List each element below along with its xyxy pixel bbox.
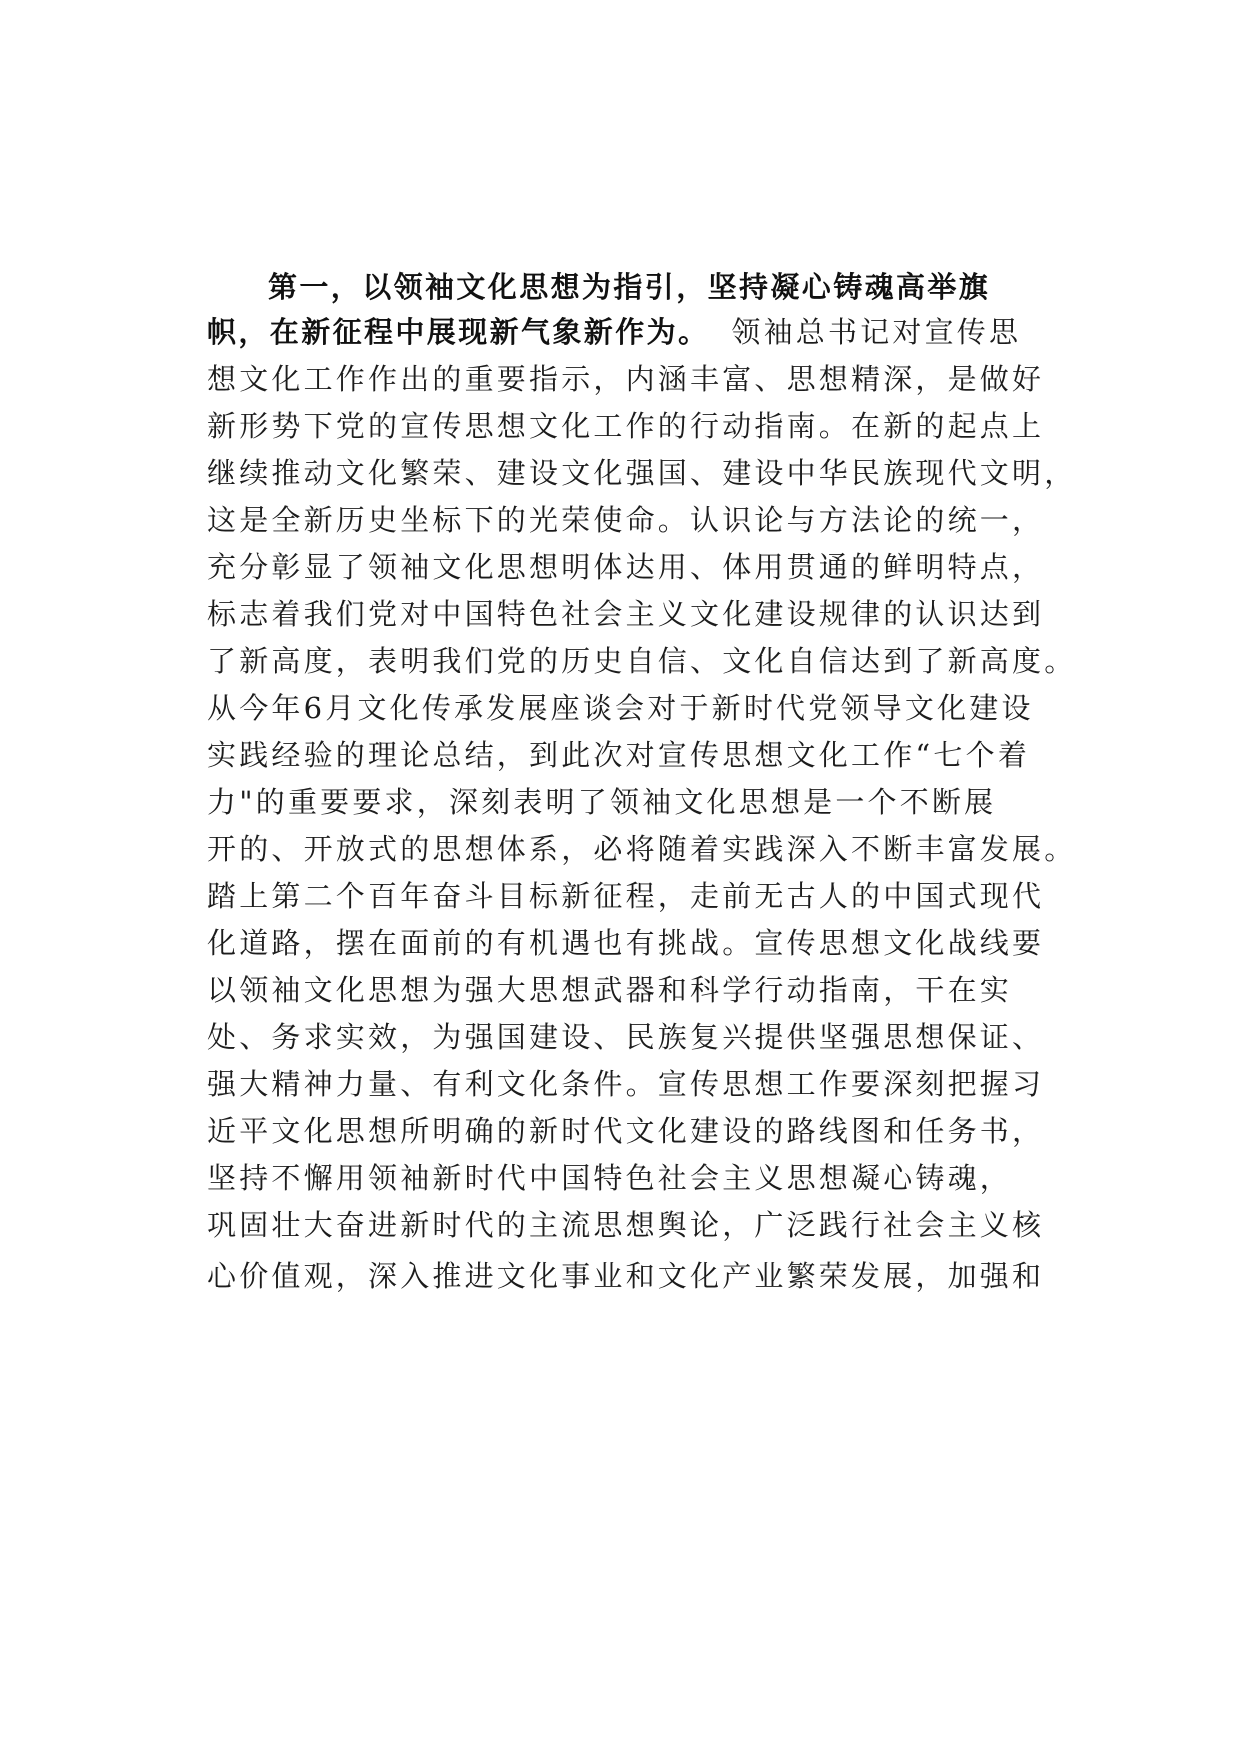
text-line (207, 876, 1044, 916)
bold-heading-text: 帜，在新征程中展现新气象新作为。 (207, 315, 710, 349)
text-line (207, 641, 1076, 681)
body-text: 实践经验的理论总结，到此次对宣传思想文化工作“七个着 (207, 738, 1031, 772)
text-line (207, 1064, 1044, 1104)
body-text: 近平文化思想所明确的新时代文化建设的路线图和任务书， (207, 1114, 1045, 1148)
text-line (207, 782, 996, 822)
body-text: 强大精神力量、有利文化条件。宣传思想工作要深刻把握习 (207, 1067, 1045, 1101)
text-line (207, 923, 1044, 963)
body-text: 从今年6月文化传承发展座谈会对于新时代党领导文化建设 (207, 691, 1034, 725)
text-line (268, 267, 990, 307)
body-text: 力"的重要要求，深刻表明了领袖文化思想是一个不断展 (207, 785, 997, 819)
body-text: 坚持不懈用领袖新时代中国特色社会主义思想凝心铸魂， (207, 1161, 1013, 1195)
text-line (207, 594, 1044, 634)
body-text: 新形势下党的宣传思想文化工作的行动指南。在新的起点上 (207, 409, 1045, 443)
text-line (207, 500, 1044, 540)
body-text: 化道路，摆在面前的有机遇也有挑战。宣传思想文化战线要 (207, 926, 1045, 960)
bold-heading-text: 第一，以领袖文化思想为指引，坚持凝心铸魂高举旗 (268, 270, 991, 304)
body-text: 以领袖文化思想为强大思想武器和科学行动指南，干在实 (207, 973, 1013, 1007)
body-text: 巩固壮大奋进新时代的主流思想舆论，广泛践行社会主义核 (207, 1208, 1045, 1242)
body-text: 开的、开放式的思想体系，必将随着实践深入不断丰富发展。 (207, 832, 1077, 866)
body-text: 踏上第二个百年奋斗目标新征程，走前无古人的中国式现代 (207, 879, 1045, 913)
text-line (207, 688, 1034, 728)
body-text: 了新高度，表明我们党的历史自信、文化自信达到了新高度。 (207, 644, 1077, 678)
text-line (207, 1111, 1044, 1151)
text-line (207, 1205, 1044, 1245)
text-line (207, 312, 1021, 352)
body-text: 充分彰显了领袖文化思想明体达用、体用贯通的鲜明特点， (207, 550, 1045, 584)
body-text: 标志着我们党对中国特色社会主义文化建设规律的认识达到 (207, 597, 1045, 631)
body-text: 领袖总书记对宣传思 (731, 315, 1022, 349)
text-line (207, 735, 1030, 775)
text-line (207, 970, 1012, 1010)
text-line (207, 829, 1076, 869)
text-line (207, 406, 1044, 446)
text-line (207, 547, 1044, 587)
body-text: 继续推动文化繁荣、建设文化强国、建设中华民族现代文明， (207, 456, 1077, 490)
text-line (207, 1017, 1044, 1057)
text-line (207, 453, 1076, 493)
text-line (207, 1158, 1012, 1198)
text-line (207, 1256, 1044, 1296)
body-text: 处、务求实效，为强国建设、民族复兴提供坚强思想保证、 (207, 1020, 1045, 1054)
body-text: 这是全新历史坐标下的光荣使命。认识论与方法论的统一， (207, 503, 1045, 537)
text-line (207, 359, 1044, 399)
body-text: 心价值观，深入推进文化事业和文化产业繁荣发展，加强和 (207, 1259, 1045, 1293)
body-text: 想文化工作作出的重要指示，内涵丰富、思想精深，是做好 (207, 362, 1045, 396)
